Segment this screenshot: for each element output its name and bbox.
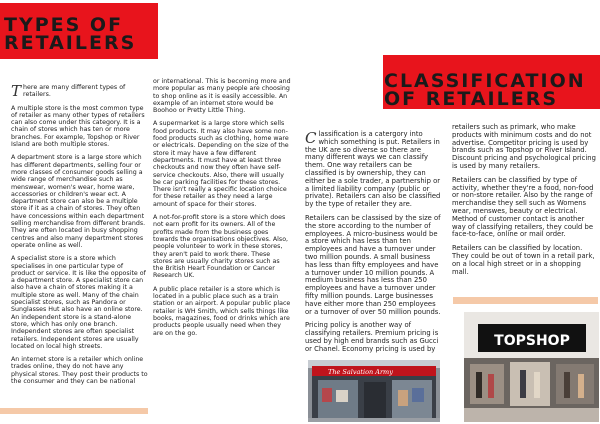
column-types-1 (11, 84, 149, 391)
paragraph-size: Retailers can be classised by the size of the store according to the number of employees. A micro-business would be a store which has less than ten employees and have a turnover under two million pounds. A small business has less than fifty employees and have a turnover under 10 million pounds. A medium business has less than 250 employees and have a turnover under fifty million pounds. Large businesses have either more than 250 employees or a turnover of over 50 million pounds. (305, 213, 441, 316)
photo-salvation-art (308, 360, 440, 422)
photo-topshop-art (464, 312, 599, 422)
photo-salvation-army-store (308, 360, 440, 422)
paragraph-department-store: A department store is a large store which has different departments, selling four or more classes of consumer goods selling a wide range of merchandise such as menswear, women's wear, home ware, accessories or children's wear ect. A department store can also be a multiple store if it as a chain of stores. They often have concessions within each department selling merchandise from different brands. They are often located in busy shopping centres and also many department stores operate online as well. (11, 154, 146, 249)
column-types-2 (153, 78, 291, 343)
paragraph-internet-store: An internet store is a retailer which online trades online, they do not have any physical stores. They post their products to the consumer and they can be national (11, 356, 148, 385)
paragraph-pricing-cont: retailers such as primark, who make products with minimum costs and do not advertise. Competitor pricing is used by brands such as Topshop or River Island. Discount pricing and psychological pricing is used by many retailers. (452, 123, 596, 170)
salvation-army-sign: The Salvation Army (328, 368, 393, 376)
paragraph-classification-intro: Classification is a catergory into which something is put. Retailers in the UK are so diverse so there are many different ways we can classify them. One way retailers can be classified is by ownership, they can either be a sole trader, a partnership or a limited liability company (public or private). Retailers can also be classified by the type of retailer they are. (305, 129, 441, 209)
paragraph-not-for-profit: A not-for-profit store is a store which does not earn profit for its owners. All of the profits made from the business goes towards the organisations objectives. Also, people volunteer to work in these stores, they aren't paid to work there. These stores are usually charity stores such as the British Heart Foundation or Cancer Research UK. (153, 214, 289, 280)
dropcap-t: T (11, 82, 22, 100)
column-classification-2 (452, 124, 596, 282)
paragraph-location: Retailers can be classified by location. They could be out of town in a retail park, on a local high street or in a shopping mall. (452, 244, 595, 276)
paragraph-multiple-store: A multiple store is the most common type of retailer as many other types of retailers can also come under this category. It is a chain of stores which has ten or more branches. For example, Topshop or River Island are both multiple stores. (11, 104, 145, 149)
right-title: CLASSIFICATION OF RETAILERS (384, 70, 586, 110)
paragraph-internet-store-cont: or international. This is becoming more and more popular as many people are choosing to shop online as it is easily accessible. An example of an internet store would be Boohoo or Pretty Little Thing. (153, 78, 291, 115)
paragraph-pricing: Pricing policy is another way of classifying retailers. Premium pricing is used by high end brands such as Gucci or Chanel. Economy pricing is used by (305, 321, 439, 353)
left-title: TYPES OF RETAILERS (4, 14, 137, 54)
paragraph-activity: Retailers can be classified by type of activity, whether they're a food, non-food or non-store retailer. Also by the range of merchandise they sell such as Womens wear, menswes, beauty or electrical. Method of customer contact is another way of classifying retailers, they could be face-to-face, online or mail order. (452, 175, 594, 239)
paragraph-supermarket: A supermarket is a large store which sells food products. It may also have some non-food products such as clothing, home ware or electricals. Depending on the size of the store it may have a few different departments. It must have at least three checkouts and now they often have self-service checkouts. Also, there will usually be car parking facilities for these stores. There isn't really a specific location choice for these retailer as they need a large amount of space for their stores. (153, 120, 289, 208)
paragraph-intro: There are many different types of retailers. (11, 82, 126, 100)
topshop-sign: TOPSHOP (494, 333, 570, 349)
photo-topshop-store (464, 312, 599, 422)
accent-bar-right (453, 297, 598, 304)
column-classification-1 (305, 131, 441, 360)
paragraph-public-place: A public place retailer is a store which is located in a public place such as a train station or an airport. A popular public place retailer is WH Smith, which sells things like books, magazines, food or drinks which are products people usually need when they are on the go. (153, 285, 291, 337)
dropcap-c: C (305, 129, 317, 147)
footer-bar-left (0, 408, 148, 414)
paragraph-specialist-store: A specialist store is a store which specialises in one particular type of product or service. It is like the opposite of a department store. A specialist store can also have a chain of stores making it a multiple store as well. Many of the chain specialist stores, such as Pandora or Sunglasses Hut also have an online store. An independent store is a stand-alone store, which has only one branch. Independent stores are often specialist retailers. Independent stores are usually located on local high streets. (11, 255, 146, 350)
